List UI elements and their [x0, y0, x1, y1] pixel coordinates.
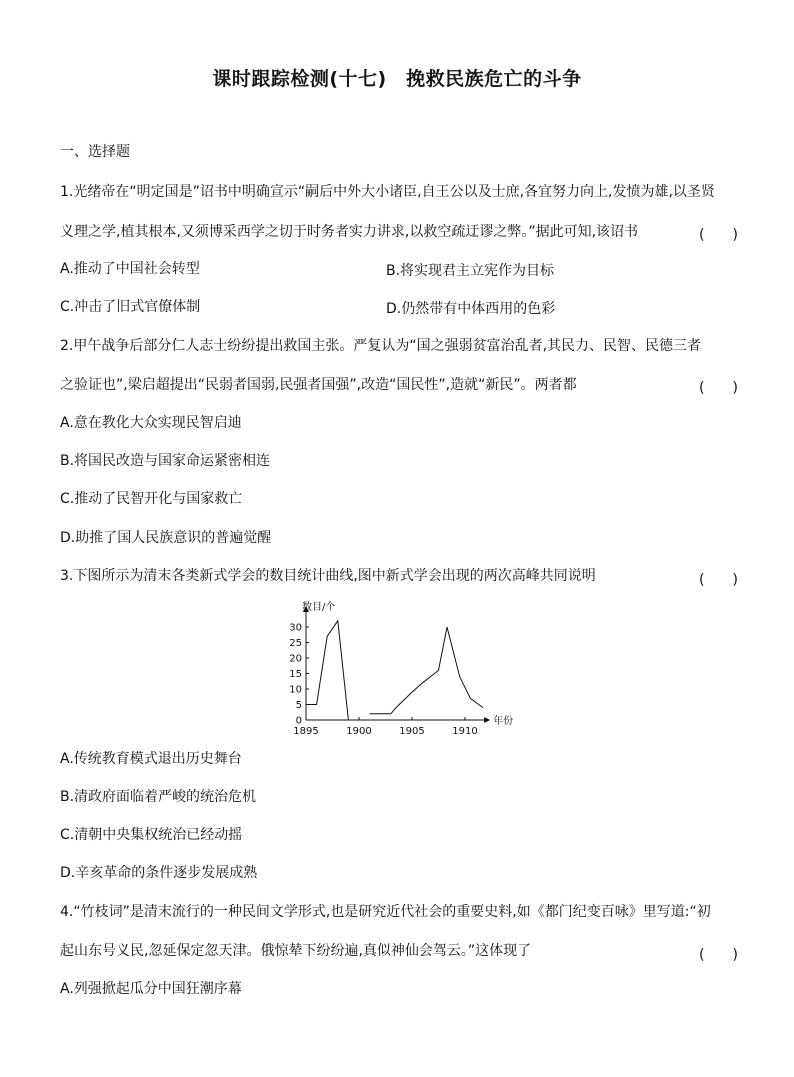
- x-axis-label: 年份: [493, 716, 514, 727]
- y-tick-label: 15: [289, 669, 302, 680]
- y-tick-label: 20: [289, 653, 302, 665]
- x-tick-label: 1900: [346, 726, 372, 737]
- q2-option-a: A.意在教化大众实现民智启迪: [60, 415, 242, 431]
- q4-stem-line2: 起山东号义民,忽延保定忽天津。俄惊辇下纷纷遍,真似神仙会驾云。”这体现了: [60, 943, 532, 959]
- q4-stem-line1: 4.“竹枝词”是清末流行的一种民间文学形式,也是研究近代社会的重要史料,如《都门纪变百咏》里写道:“初: [60, 904, 711, 920]
- q1-stem-line1: 1.光绪帝在“明定国是”诏书中明确宣示“嗣后中外大小诸臣,自王公以及士庶,各宜努力向上,发愤为雄,以圣贤: [60, 184, 715, 200]
- q1-option-b: B.将实现君主立宪作为目标: [386, 263, 555, 279]
- q2-stem-line1: 2.甲午战争后部分仁人志士纷纷提出救国主张。严复认为“国之强弱贫富治乱者,其民力、民智、民德三者: [60, 338, 702, 354]
- q3-stem-line1: 3.下图所示为清末各类新式学会的数目统计曲线,图中新式学会出现的两次高峰共同说明: [60, 568, 596, 584]
- y-axis-label: 数目/个: [302, 602, 336, 613]
- q3-option-c: C.清朝中央集权统治已经动摇: [60, 827, 243, 843]
- q4-option-a: A.列强掀起瓜分中国狂潮序幕: [60, 981, 242, 997]
- q3-option-d: D.辛亥革命的条件逐步发展成熟: [60, 865, 258, 881]
- q2-option-d: D.助推了国人民族意识的普遍觉醒: [60, 530, 272, 546]
- q1-stem-line2: 义理之学,植其根本,又须博采西学之切于时务者实力讲求,以救空疏迂谬之弊。”据此可知,该诏书: [60, 224, 639, 240]
- section-heading: 一、选择题: [60, 144, 130, 160]
- q1-option-c: C.冲击了旧式官僚体制: [60, 299, 201, 315]
- q1-option-d: D.仍然带有中体西用的色彩: [386, 301, 556, 317]
- society-count-chart: [278, 600, 528, 744]
- q4-answer-blank: ( ): [699, 947, 738, 963]
- q3-option-a: A.传统教育模式退出历史舞台: [60, 751, 242, 767]
- y-tick-label: 10: [289, 684, 302, 696]
- y-tick-label: 0: [295, 715, 302, 727]
- q2-option-b: B.将国民改造与国家命运紧密相连: [60, 453, 271, 469]
- chart-svg: [278, 600, 528, 740]
- page-title: 课时跟踪检测(十七) 挽救民族危亡的斗争: [212, 68, 582, 90]
- x-tick-label: 1895: [293, 726, 319, 737]
- series-line-2: [370, 627, 483, 714]
- y-tick-label: 25: [289, 638, 302, 649]
- q1-answer-blank: ( ): [699, 227, 738, 243]
- x-tick-label: 1905: [399, 726, 425, 737]
- y-tick-label: 30: [289, 622, 302, 634]
- y-tick-label: 5: [295, 700, 302, 711]
- series-line-1: [306, 621, 348, 720]
- x-axis-arrow: [484, 717, 490, 723]
- x-tick-label: 1910: [452, 726, 478, 737]
- q2-answer-blank: ( ): [699, 380, 738, 396]
- q2-stem-line2: 之验证也”,梁启超提出“民弱者国弱,民强者国强”,改造“国民性”,造就“新民”。两者都: [60, 377, 577, 393]
- q2-option-c: C.推动了民智开化与国家救亡: [60, 491, 243, 507]
- q1-option-a: A.推动了中国社会转型: [60, 261, 200, 277]
- q3-option-b: B.清政府面临着严峻的统治危机: [60, 789, 257, 805]
- q3-answer-blank: ( ): [699, 572, 738, 588]
